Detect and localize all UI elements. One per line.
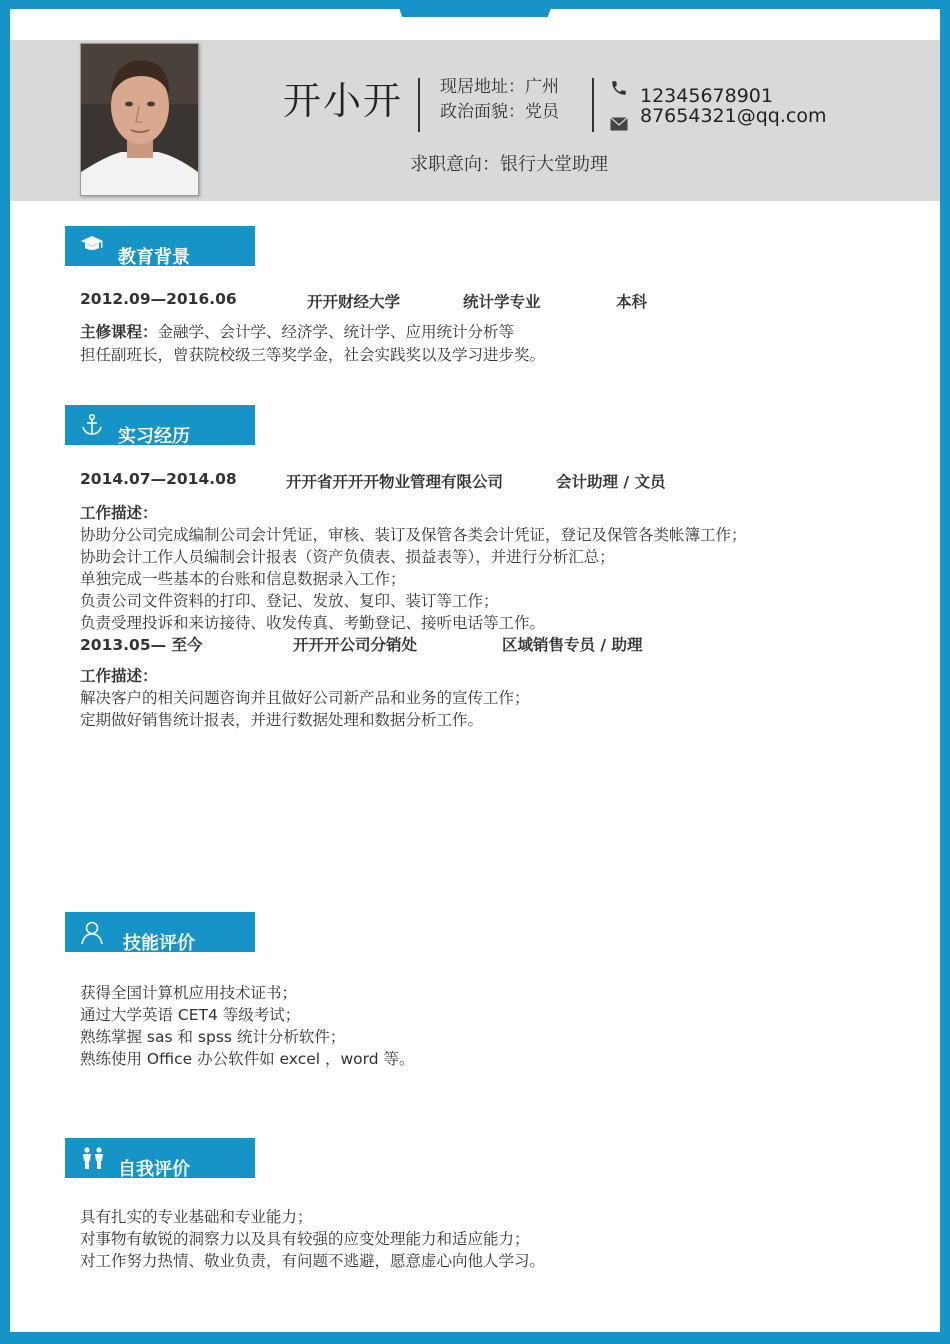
address-text: 现居地址：广州 [440, 77, 559, 97]
people-icon [80, 1146, 106, 1174]
envelope-icon [610, 116, 628, 135]
job-2-line: 解决客户的相关问题咨询并且做好公司新产品和业务的宣传工作； [80, 689, 530, 707]
job-2-line: 定期做好销售统计报表，并进行数据处理和数据分析工作。 [80, 711, 484, 729]
job-1-line: 单独完成一些基本的台账和信息数据录入工作； [80, 570, 406, 588]
job-1-line: 负责公司文件资料的打印、登记、发放、复印、装订等工作； [80, 592, 499, 610]
job-intent: 求职意向：银行大堂助理 [410, 154, 608, 175]
job-1-line: 协助会计工作人员编制会计报表（资产负债表、损益表等），并进行分析汇总； [80, 548, 615, 566]
self-eval-section-header [65, 1138, 255, 1178]
internship-title: 实习经历 [118, 426, 190, 447]
job-2-company: 开开开公司分销处 [293, 636, 418, 654]
profile-photo [80, 43, 199, 196]
job-1-period: 2014.07—2014.08 [80, 470, 237, 488]
education-courses [80, 320, 514, 342]
education-degree: 本科 [616, 293, 648, 311]
top-tab [396, 0, 554, 17]
phone-number: 12345678901 [640, 85, 773, 107]
job-1-company: 开开省开开开物业管理有限公司 [286, 473, 504, 491]
graduation-cap-icon [80, 234, 104, 258]
education-major: 统计学专业 [463, 293, 541, 311]
phone-icon [610, 79, 628, 101]
job-1-desc-label: 工作描述： [80, 504, 158, 522]
self-eval-line: 对工作努力热情、敬业负责，有问题不逃避，愿意虚心向他人学习。 [80, 1252, 546, 1270]
skill-line: 熟练掌握 sas 和 spss 统计分析软件； [80, 1028, 346, 1046]
internship-section-header [65, 405, 255, 445]
courses-label: 主修课程： [80, 323, 158, 341]
courses-text: 金融学、会计学、经济学、统计学、应用统计分析等 [157, 323, 515, 341]
skill-line: 通过大学英语 CET4 等级考试； [80, 1006, 301, 1024]
skill-line: 熟练使用 Office 办公软件如 excel ，word 等。 [80, 1050, 415, 1068]
header-divider-2 [592, 78, 594, 132]
job-2-desc-label: 工作描述： [80, 667, 158, 685]
person-icon [80, 920, 104, 950]
self-eval-line: 对事物有敏锐的洞察力以及具有较强的应变处理能力和适应能力； [80, 1230, 530, 1248]
job-1-line: 协助分公司完成编制公司会计凭证，审核、装订及保管各类会计凭证，登记及保管各类帐簿工作； [80, 526, 747, 544]
skills-title: 技能评价 [123, 933, 195, 954]
education-title: 教育背景 [118, 247, 190, 268]
education-section-header [65, 226, 255, 266]
job-1-role: 会计助理 / 文员 [556, 473, 666, 491]
skills-section-header [65, 912, 255, 952]
education-note: 担任副班长，曾获院校级三等奖学金，社会实践奖以及学习进步奖。 [80, 346, 546, 364]
job-1-line: 负责受理投诉和来访接待、收发传真、考勤登记、接听电话等工作。 [80, 614, 546, 632]
self-eval-title: 自我评价 [118, 1159, 190, 1180]
job-2-period: 2013.05— 至今 [80, 636, 203, 654]
skill-line: 获得全国计算机应用技术证书； [80, 984, 298, 1002]
political-status-text: 政治面貌：党员 [440, 102, 559, 122]
email-address: 87654321@qq.com [640, 105, 827, 127]
job-2-role: 区域销售专员 / 助理 [502, 636, 643, 654]
anchor-icon [80, 413, 104, 441]
self-eval-line: 具有扎实的专业基础和专业能力； [80, 1208, 313, 1226]
header-divider-1 [418, 78, 420, 132]
candidate-name: 开小开 [283, 79, 404, 123]
education-school: 开开财经大学 [307, 293, 401, 311]
education-period: 2012.09—2016.06 [80, 290, 237, 308]
